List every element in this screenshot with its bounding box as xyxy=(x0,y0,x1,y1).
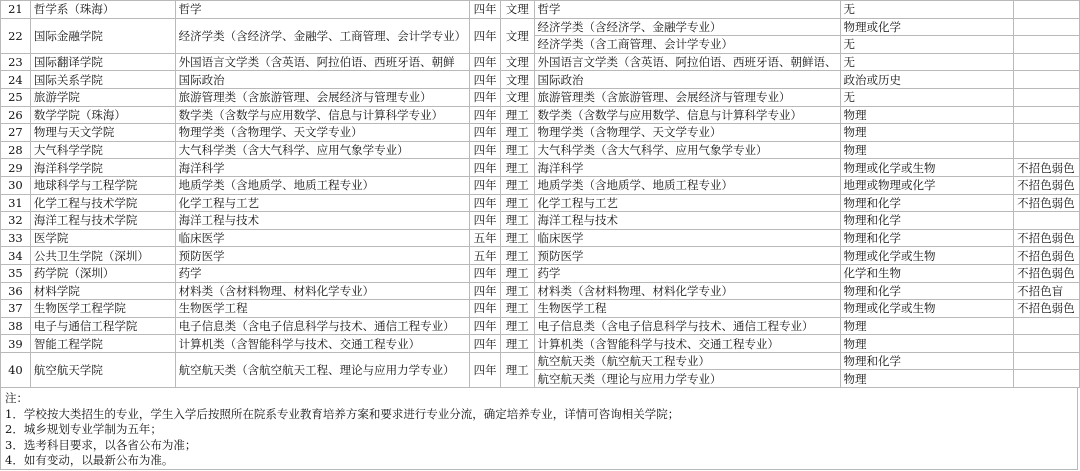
table-row xyxy=(1,106,1080,124)
table-row xyxy=(1,300,1080,318)
table-row xyxy=(1,194,1080,212)
subject-requirement: 物理或化学或生物 xyxy=(840,300,1014,318)
subject-requirement: 物理 xyxy=(840,106,1014,124)
sub-major-name: 航空航天类（航空航天工程专业） xyxy=(534,352,840,370)
table-row xyxy=(1,247,1080,265)
remark xyxy=(1014,88,1080,106)
subject-requirement: 物理和化学 xyxy=(840,212,1014,230)
subject-category: 文理 xyxy=(501,88,535,106)
sub-major-name: 临床医学 xyxy=(534,229,840,247)
subject-category: 理工 xyxy=(501,159,535,177)
college-name: 海洋科学学院 xyxy=(30,159,175,177)
study-years: 四年 xyxy=(470,282,501,300)
subject-category: 理工 xyxy=(501,264,535,282)
college-name: 地球科学与工程学院 xyxy=(30,176,175,194)
study-years: 四年 xyxy=(470,300,501,318)
college-name: 公共卫生学院（深圳） xyxy=(30,247,175,265)
row-number: 30 xyxy=(1,176,31,194)
remark: 不招色弱色 xyxy=(1014,194,1080,212)
remark xyxy=(1014,370,1080,388)
sub-major-name: 旅游管理类（含旅游管理、会展经济与管理专业） xyxy=(534,88,840,106)
row-number: 34 xyxy=(1,247,31,265)
subject-requirement: 物理 xyxy=(840,335,1014,353)
subject-category: 文理 xyxy=(501,53,535,71)
subject-requirement: 物理 xyxy=(840,141,1014,159)
major-name: 材料类（含材料物理、材料化学专业） xyxy=(175,282,470,300)
major-name: 经济学类（含经济学、金融学、工商管理、会计学专业） xyxy=(175,18,470,53)
subject-requirement: 物理和化学 xyxy=(840,282,1014,300)
sub-major-name: 计算机类（含智能科学与技术、交通工程专业） xyxy=(534,335,840,353)
remark xyxy=(1014,141,1080,159)
study-years: 五年 xyxy=(470,229,501,247)
row-number: 21 xyxy=(1,1,31,19)
major-name: 药学 xyxy=(175,264,470,282)
table-row xyxy=(1,159,1080,177)
sub-major-name: 生物医学工程 xyxy=(534,300,840,318)
subject-category: 理工 xyxy=(501,176,535,194)
subject-requirement: 政治或历史 xyxy=(840,71,1014,89)
row-number: 25 xyxy=(1,88,31,106)
college-name: 智能工程学院 xyxy=(30,335,175,353)
college-name: 旅游学院 xyxy=(30,88,175,106)
sub-major-name: 物理学类（含物理学、天文学专业） xyxy=(534,124,840,142)
sub-major-name: 化学工程与工艺 xyxy=(534,194,840,212)
college-name: 国际金融学院 xyxy=(30,18,175,53)
subject-category: 理工 xyxy=(501,194,535,212)
notes-heading: 注： xyxy=(5,391,28,405)
sub-major-name: 哲学 xyxy=(534,1,840,19)
subject-requirement: 物理或化学或生物 xyxy=(840,159,1014,177)
subject-category: 理工 xyxy=(501,247,535,265)
remark xyxy=(1014,53,1080,71)
subject-requirement: 无 xyxy=(840,1,1014,19)
sub-major-name: 大气科学类（含大气科学、应用气象学专业） xyxy=(534,141,840,159)
study-years: 四年 xyxy=(470,1,501,19)
study-years: 四年 xyxy=(470,335,501,353)
subject-category: 文理 xyxy=(501,1,535,19)
row-number: 37 xyxy=(1,300,31,318)
remark: 不招色弱色 xyxy=(1014,300,1080,318)
remark xyxy=(1014,1,1080,19)
row-number: 28 xyxy=(1,141,31,159)
major-name: 外国语言文学类（含英语、阿拉伯语、西班牙语、朝鲜 xyxy=(175,53,470,71)
subject-category: 文理 xyxy=(501,18,535,53)
major-name: 临床医学 xyxy=(175,229,470,247)
subject-requirement: 物理 xyxy=(840,124,1014,142)
table-row xyxy=(1,317,1080,335)
row-number: 38 xyxy=(1,317,31,335)
college-name: 数学学院（珠海） xyxy=(30,106,175,124)
study-years: 四年 xyxy=(470,159,501,177)
sub-major-name: 海洋科学 xyxy=(534,159,840,177)
sub-major-name: 数学类（含数学与应用数学、信息与计算科学专业） xyxy=(534,106,840,124)
study-years: 四年 xyxy=(470,194,501,212)
subject-requirement: 无 xyxy=(840,36,1014,54)
subject-requirement: 物理 xyxy=(840,370,1014,388)
college-name: 材料学院 xyxy=(30,282,175,300)
remark: 不招色盲 xyxy=(1014,282,1080,300)
study-years: 四年 xyxy=(470,264,501,282)
row-number: 33 xyxy=(1,229,31,247)
subject-category: 理工 xyxy=(501,335,535,353)
college-name: 医学院 xyxy=(30,229,175,247)
study-years: 四年 xyxy=(470,106,501,124)
note-item: 1．学校按大类招生的专业，学生入学后按照所在院系专业教育培养方案和要求进行专业分流，确定培养专业，详情可咨询相关学院； xyxy=(5,406,680,421)
study-years: 四年 xyxy=(470,317,501,335)
row-number: 39 xyxy=(1,335,31,353)
study-years: 四年 xyxy=(470,352,501,387)
subject-requirement: 物理或化学或生物 xyxy=(840,247,1014,265)
sub-major-name: 地质学类（含地质学、地质工程专业） xyxy=(534,176,840,194)
college-name: 药学院（深圳） xyxy=(30,264,175,282)
row-number: 40 xyxy=(1,352,31,387)
sub-major-name: 经济学类（含工商管理、会计学专业） xyxy=(534,36,840,54)
sub-major-name: 海洋工程与技术 xyxy=(534,212,840,230)
subject-requirement: 无 xyxy=(840,88,1014,106)
remark: 不招色弱色 xyxy=(1014,176,1080,194)
subject-category: 理工 xyxy=(501,141,535,159)
major-name: 化学工程与工艺 xyxy=(175,194,470,212)
remark: 不招色弱色 xyxy=(1014,247,1080,265)
major-name: 航空航天类（含航空航天工程、理论与应用力学专业） xyxy=(175,352,470,387)
row-number: 27 xyxy=(1,124,31,142)
college-name: 电子与通信工程学院 xyxy=(30,317,175,335)
table-row xyxy=(1,176,1080,194)
table-row xyxy=(1,124,1080,142)
major-name: 旅游管理类（含旅游管理、会展经济与管理专业） xyxy=(175,88,470,106)
sub-major-name: 经济学类（含经济学、金融学专业） xyxy=(534,18,840,36)
remark: 不招色弱色 xyxy=(1014,264,1080,282)
remark: 不招色弱色 xyxy=(1014,229,1080,247)
row-number: 24 xyxy=(1,71,31,89)
remark xyxy=(1014,335,1080,353)
sub-major-name: 电子信息类（含电子信息科学与技术、通信工程专业） xyxy=(534,317,840,335)
study-years: 四年 xyxy=(470,124,501,142)
major-name: 海洋工程与技术 xyxy=(175,212,470,230)
study-years: 四年 xyxy=(470,18,501,53)
table-row xyxy=(1,212,1080,230)
subject-category: 理工 xyxy=(501,282,535,300)
major-name: 大气科学类（含大气科学、应用气象学专业） xyxy=(175,141,470,159)
major-name: 海洋科学 xyxy=(175,159,470,177)
college-name: 航空航天学院 xyxy=(30,352,175,387)
row-number: 22 xyxy=(1,18,31,53)
remark xyxy=(1014,71,1080,89)
row-number: 23 xyxy=(1,53,31,71)
sub-major-name: 国际政治 xyxy=(534,71,840,89)
sub-major-name: 航空航天类（理论与应用力学专业） xyxy=(534,370,840,388)
table-row xyxy=(1,141,1080,159)
remark: 不招色弱色 xyxy=(1014,159,1080,177)
table-row xyxy=(1,264,1080,282)
subject-category: 文理 xyxy=(501,71,535,89)
subject-requirement: 物理和化学 xyxy=(840,194,1014,212)
major-name: 哲学 xyxy=(175,1,470,19)
subject-requirement: 物理和化学 xyxy=(840,352,1014,370)
row-number: 29 xyxy=(1,159,31,177)
subject-requirement: 物理和化学 xyxy=(840,229,1014,247)
study-years: 五年 xyxy=(470,247,501,265)
college-name: 生物医学工程学院 xyxy=(30,300,175,318)
subject-category: 理工 xyxy=(501,124,535,142)
college-name: 大气科学学院 xyxy=(30,141,175,159)
remark xyxy=(1014,36,1080,54)
subject-requirement: 地理或物理或化学 xyxy=(840,176,1014,194)
major-name: 国际政治 xyxy=(175,71,470,89)
college-name: 化学工程与技术学院 xyxy=(30,194,175,212)
sub-major-name: 材料类（含材料物理、材料化学专业） xyxy=(534,282,840,300)
table-row xyxy=(1,352,1080,370)
table-row xyxy=(1,71,1080,89)
sub-major-name: 外国语言文学类（含英语、阿拉伯语、西班牙语、朝鲜语、 xyxy=(534,53,840,71)
table-row xyxy=(1,1,1080,19)
remark xyxy=(1014,124,1080,142)
remark xyxy=(1014,106,1080,124)
note-item: 3．选考科目要求，以各省公布为准； xyxy=(5,437,197,452)
sub-major-name: 预防医学 xyxy=(534,247,840,265)
major-name: 计算机类（含智能科学与技术、交通工程专业） xyxy=(175,335,470,353)
subject-category: 理工 xyxy=(501,352,535,387)
subject-category: 理工 xyxy=(501,300,535,318)
table-row xyxy=(1,282,1080,300)
subject-category: 理工 xyxy=(501,106,535,124)
study-years: 四年 xyxy=(470,53,501,71)
study-years: 四年 xyxy=(470,212,501,230)
remark xyxy=(1014,317,1080,335)
sub-major-name: 药学 xyxy=(534,264,840,282)
subject-requirement: 物理或化学 xyxy=(840,18,1014,36)
study-years: 四年 xyxy=(470,71,501,89)
row-number: 32 xyxy=(1,212,31,230)
notes-section xyxy=(0,388,1078,470)
remark xyxy=(1014,352,1080,370)
major-name: 生物医学工程 xyxy=(175,300,470,318)
subject-requirement: 化学和生物 xyxy=(840,264,1014,282)
subject-category: 理工 xyxy=(501,212,535,230)
college-name: 国际翻译学院 xyxy=(30,53,175,71)
table-row xyxy=(1,18,1080,36)
note-item: 2．城乡规划专业学制为五年； xyxy=(5,422,162,436)
table-row xyxy=(1,88,1080,106)
major-name: 电子信息类（含电子信息科学与技术、通信工程专业） xyxy=(175,317,470,335)
subject-category: 理工 xyxy=(501,229,535,247)
college-name: 国际关系学院 xyxy=(30,71,175,89)
row-number: 36 xyxy=(1,282,31,300)
row-number: 26 xyxy=(1,106,31,124)
row-number: 35 xyxy=(1,264,31,282)
subject-requirement: 无 xyxy=(840,53,1014,71)
study-years: 四年 xyxy=(470,88,501,106)
remark xyxy=(1014,18,1080,36)
subject-requirement: 物理 xyxy=(840,317,1014,335)
row-number: 31 xyxy=(1,194,31,212)
college-name: 海洋工程与技术学院 xyxy=(30,212,175,230)
major-name: 地质学类（含地质学、地质工程专业） xyxy=(175,176,470,194)
note-item: 4．如有变动，以最新公布为准。 xyxy=(5,453,174,467)
table-row xyxy=(1,229,1080,247)
college-name: 物理与天文学院 xyxy=(30,124,175,142)
major-name: 预防医学 xyxy=(175,247,470,265)
study-years: 四年 xyxy=(470,141,501,159)
table-row xyxy=(1,53,1080,71)
major-name: 数学类（含数学与应用数学、信息与计算科学专业） xyxy=(175,106,470,124)
table-row xyxy=(1,335,1080,353)
major-name: 物理学类（含物理学、天文学专业） xyxy=(175,124,470,142)
subject-category: 理工 xyxy=(501,317,535,335)
study-years: 四年 xyxy=(470,176,501,194)
college-name: 哲学系（珠海） xyxy=(30,1,175,19)
remark xyxy=(1014,212,1080,230)
